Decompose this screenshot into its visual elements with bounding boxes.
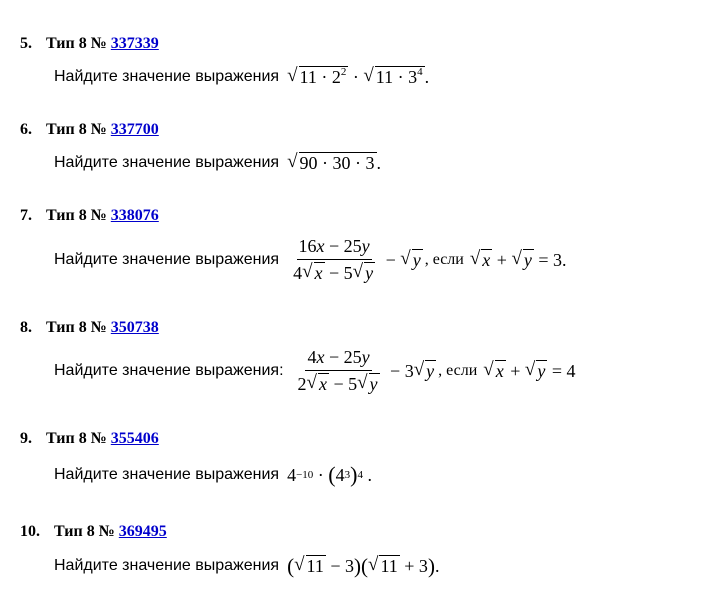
task-header bbox=[20, 319, 159, 337]
task-type: Тип 8 № bbox=[46, 121, 107, 138]
math-condition: √ x + √ y = 4 bbox=[483, 359, 576, 382]
task-prompt: Найдите значение выражения bbox=[54, 68, 280, 85]
task-prompt: Найдите значение выражения bbox=[54, 251, 280, 268]
math-expression: √ 90 · 30 · 3 . bbox=[287, 151, 381, 174]
task-link-369495[interactable]: 369495 bbox=[118, 523, 167, 540]
task-type: Тип 8 № bbox=[46, 319, 107, 336]
task-link-355406[interactable]: 355406 bbox=[110, 430, 159, 447]
math-condition: √ x + √ y = 3. bbox=[469, 248, 567, 271]
task-prompt: Найдите значение выражения bbox=[54, 466, 280, 483]
task-number: 7. bbox=[20, 207, 32, 224]
task-header bbox=[20, 121, 159, 139]
task-header bbox=[20, 207, 159, 225]
task-number: 5. bbox=[20, 35, 32, 52]
task-type: Тип 8 № bbox=[54, 523, 115, 540]
task-prompt: Найдите значение выражения: bbox=[54, 362, 284, 379]
task-type: Тип 8 № bbox=[46, 430, 107, 447]
task-body bbox=[54, 344, 575, 398]
task-body bbox=[54, 458, 372, 492]
task-header bbox=[20, 430, 159, 448]
task-body bbox=[54, 550, 439, 582]
task-prompt: Найдите значение выражения bbox=[54, 154, 280, 171]
task-type: Тип 8 № bbox=[46, 35, 107, 52]
task-prompt: Найдите значение выражения bbox=[54, 557, 280, 574]
task-number: 8. bbox=[20, 319, 32, 336]
math-expression: 4x − 25y 2 √ x − 5 √ y − 3 √ y bbox=[297, 347, 435, 395]
condition-word: , если bbox=[424, 251, 464, 268]
task-number: 10. bbox=[20, 523, 40, 540]
task-type: Тип 8 № bbox=[46, 207, 107, 224]
task-link-337700[interactable]: 337700 bbox=[110, 121, 159, 138]
math-expression: √ $11 \cdot 2^2$ · √ $11 \cdot 3^4$ . bbox=[287, 65, 430, 88]
task-link-350738[interactable]: 350738 bbox=[110, 319, 159, 336]
math-expression: ( √ 11 − 3 ) ( √ 11 + 3 ) . bbox=[287, 553, 440, 578]
task-link-338076[interactable]: 338076 bbox=[110, 207, 159, 224]
task-number: 6. bbox=[20, 121, 32, 138]
task-header bbox=[20, 523, 167, 541]
math-expression: 4 −10 · ( 4 3 ) 4 . bbox=[287, 462, 372, 487]
task-link-337339[interactable]: 337339 bbox=[110, 35, 159, 52]
task-body bbox=[54, 148, 381, 178]
task-number: 9. bbox=[20, 430, 32, 447]
condition-word: , если bbox=[438, 362, 478, 379]
task-body bbox=[54, 233, 567, 287]
task-header bbox=[20, 35, 159, 53]
task-body bbox=[54, 62, 429, 92]
math-expression: 16x − 25y 4 √ x − 5 √ y − √ y bbox=[293, 236, 421, 284]
